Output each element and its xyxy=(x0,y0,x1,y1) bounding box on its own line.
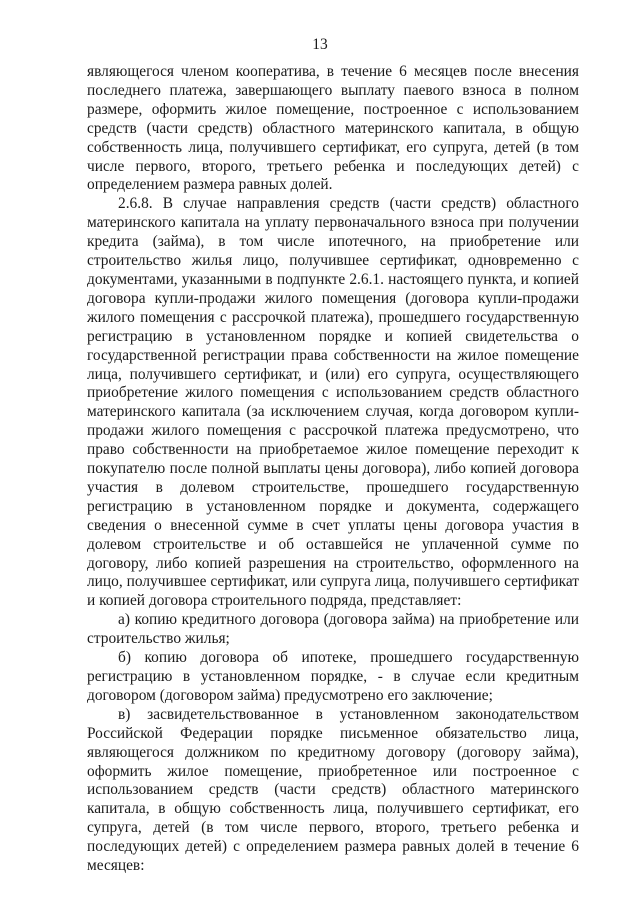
paragraph-2-6-8: 2.6.8. В случае направления средств (части средств) областного материнского капитала на уплату первоначального взноса при получении кредита (займа), в том числе ипотечного, на приобретение или строительство жилья лицо, получившее сертификат, одновременно с документами, указанными в подпункте 2.6.1. настоящего пункта, и копией договора купли-продажи жилого помещения (договора купли-продажи жилого помещения с рассрочкой платежа), прошедшего государственную регистрацию в установленном порядке и копией свидетельства о государственной регистрации права собственности на жилое помещение лица, получившего сертификат, и (или) его супруга, осуществляющего приобретение жилого помещения с использованием средств областного материнского капитала (за исключением случая, когда договором купли-продажи жилого помещения с рассрочкой платежа предусмотрено, что право собственности на приобретаемое жилое помещение переходит к покупателю после полной выплаты цены договора), либо копией договора участия в долевом строительстве, прошедшего государственную регистрацию в установленном порядке и документа, содержащего сведения о внесенной сумме в счет уплаты цены договора участия в долевом строительстве и об оставшейся не уплаченной сумме по договору, либо копией разрешения на строительство, оформленного на лицо, получившее сертификат, или супруга лица, получившего сертификат и копией договора строительного подряда, представляет: xyxy=(87,195,579,610)
document-body xyxy=(87,63,579,876)
paragraph-continuation: являющегося членом кооператива, в течение 6 месяцев после внесения последнего платежа, завершающего выплату паевого взноса в полном размере, оформить жилое помещение, построенное с использованием средств (части средств) областного материнского капитала, в общую собственность лица, получившего сертификат, его супруга, детей (в том числе первого, второго, третьего ребенка и последующих детей) с определением размера равных долей. xyxy=(87,63,579,194)
list-item-a: а) копию кредитного договора (договора займа) на приобретение или строительство жилья; xyxy=(87,611,579,648)
list-item-v: в) засвидетельствованное в установленном законодательством Российской Федерации порядке письменное обязательство лица, являющегося должником по кредитному договору (договору займа), оформить жилое помещение, приобретенное или построенное с использованием средств (части средств) областного материнского капитала, в общую собственность лица, получившего сертификат, его супруга, детей (в том числе первого, второго, третьего ребенка и последующих детей) с определением размера равных долей в течение 6 месяцев: xyxy=(87,705,579,875)
page-number: 13 xyxy=(312,36,328,53)
list-item-b: б) копию договора об ипотеке, прошедшего государственную регистрацию в установленном порядке, - в случае если кредитным договором (договором займа) предусмотрено его заключение; xyxy=(87,649,579,704)
